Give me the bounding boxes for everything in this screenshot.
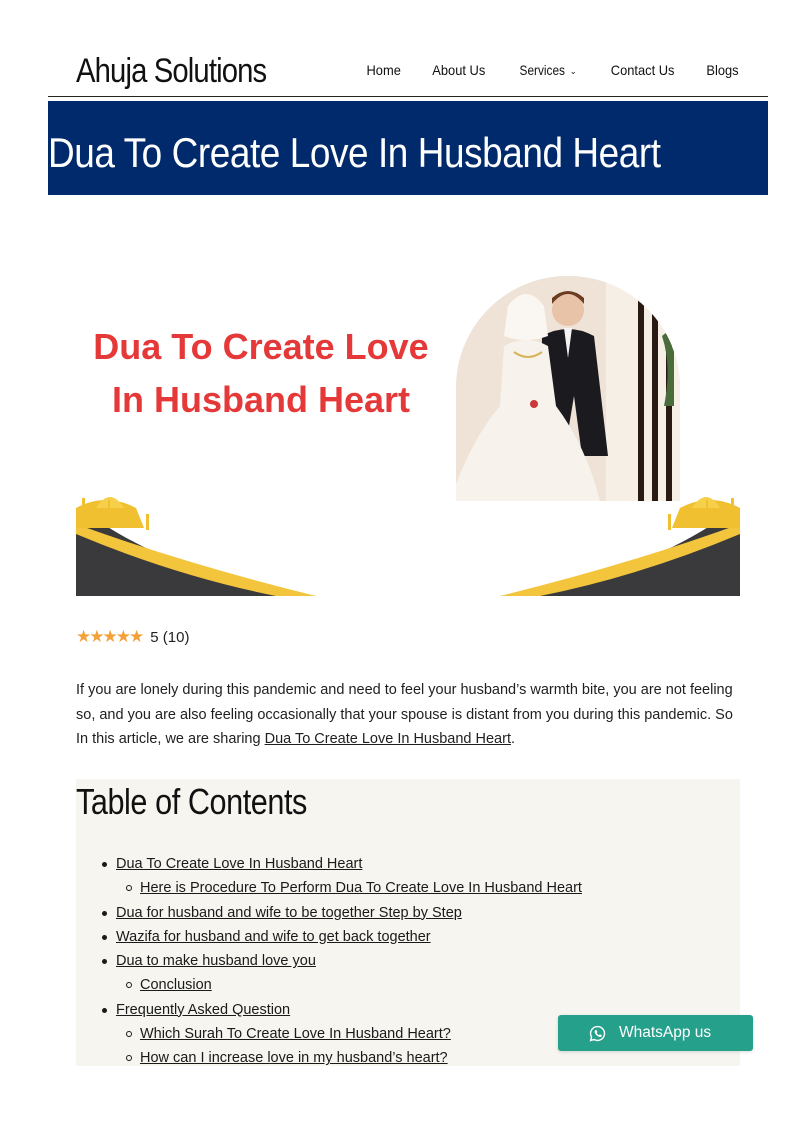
toc-link[interactable]: Wazifa for husband and wife to get back together xyxy=(116,928,431,945)
nav-blogs[interactable]: Blogs xyxy=(706,62,739,78)
nav-contact-us[interactable]: Contact Us xyxy=(610,62,675,78)
toc-subitem xyxy=(100,1022,582,1046)
toc-item xyxy=(100,949,582,973)
intro-text: If you are lonely during this pandemic and need to feel your husband’s warmth bite, you are not feeling so, and you are also feeling occasionally that your spouse is distant from you during this pandemic. So In this article, we are sharing xyxy=(76,682,733,747)
toc-link[interactable]: Dua to make husband love you xyxy=(116,953,316,970)
featured-image-title-line1: Dua To Create Love xyxy=(93,326,429,367)
rating-stars[interactable] xyxy=(76,627,142,647)
toc-subitem xyxy=(100,1046,582,1070)
site-title[interactable]: Ahuja Solutions xyxy=(76,52,267,90)
star-icon: ★ xyxy=(129,627,143,646)
star-icon: ★ xyxy=(102,627,116,646)
site-header xyxy=(48,40,768,97)
toc-link[interactable]: How can I increase love in my husband’s heart? xyxy=(140,1050,448,1067)
intro-paragraph xyxy=(76,678,740,752)
rating-text: 5 (10) xyxy=(150,628,190,646)
featured-image xyxy=(76,262,740,596)
toc-heading: Table of Contents xyxy=(76,781,307,822)
page-title-banner xyxy=(48,101,768,195)
nav-home[interactable]: Home xyxy=(366,62,401,78)
toc-link[interactable]: Which Surah To Create Love In Husband Heart? xyxy=(140,1026,451,1043)
toc-link[interactable]: Dua To Create Love In Husband Heart xyxy=(116,856,363,872)
star-icon: ★ xyxy=(76,627,90,646)
whatsapp-icon xyxy=(589,1025,606,1042)
toc-subitem xyxy=(100,973,582,997)
intro-text-end: . xyxy=(510,731,516,747)
mosque-ornament xyxy=(76,262,740,596)
page-title: Dua To Create Love In Husband Heart xyxy=(48,129,661,176)
toc-list xyxy=(100,852,582,1071)
toc-link[interactable]: Here is Procedure To Perform Dua To Create Love In Husband Heart xyxy=(140,880,582,897)
main-nav xyxy=(365,62,740,78)
whatsapp-button[interactable] xyxy=(558,1015,753,1051)
whatsapp-label: WhatsApp us xyxy=(619,1024,712,1041)
star-icon: ★ xyxy=(89,627,103,646)
toc-item xyxy=(100,852,582,876)
nav-about-us[interactable]: About Us xyxy=(432,62,486,78)
featured-image-title-line2: In Husband Heart xyxy=(111,379,411,420)
toc-item xyxy=(100,925,582,949)
toc-link[interactable]: Conclusion xyxy=(140,977,212,994)
star-icon: ★ xyxy=(115,627,129,646)
toc-link[interactable]: Dua for husband and wife to be together Step by Step xyxy=(116,904,462,921)
chevron-down-icon: ⌄ xyxy=(570,66,578,76)
star-rating[interactable] xyxy=(76,627,189,647)
nav-services[interactable] xyxy=(518,62,577,78)
nav-services-label: Services xyxy=(520,62,566,78)
toc-item xyxy=(100,998,582,1022)
toc-link[interactable]: Frequently Asked Question xyxy=(116,1001,291,1018)
toc-item xyxy=(100,901,582,925)
toc-subitem xyxy=(100,876,582,900)
intro-link[interactable]: Dua To Create Love In Husband Heart xyxy=(264,731,511,747)
